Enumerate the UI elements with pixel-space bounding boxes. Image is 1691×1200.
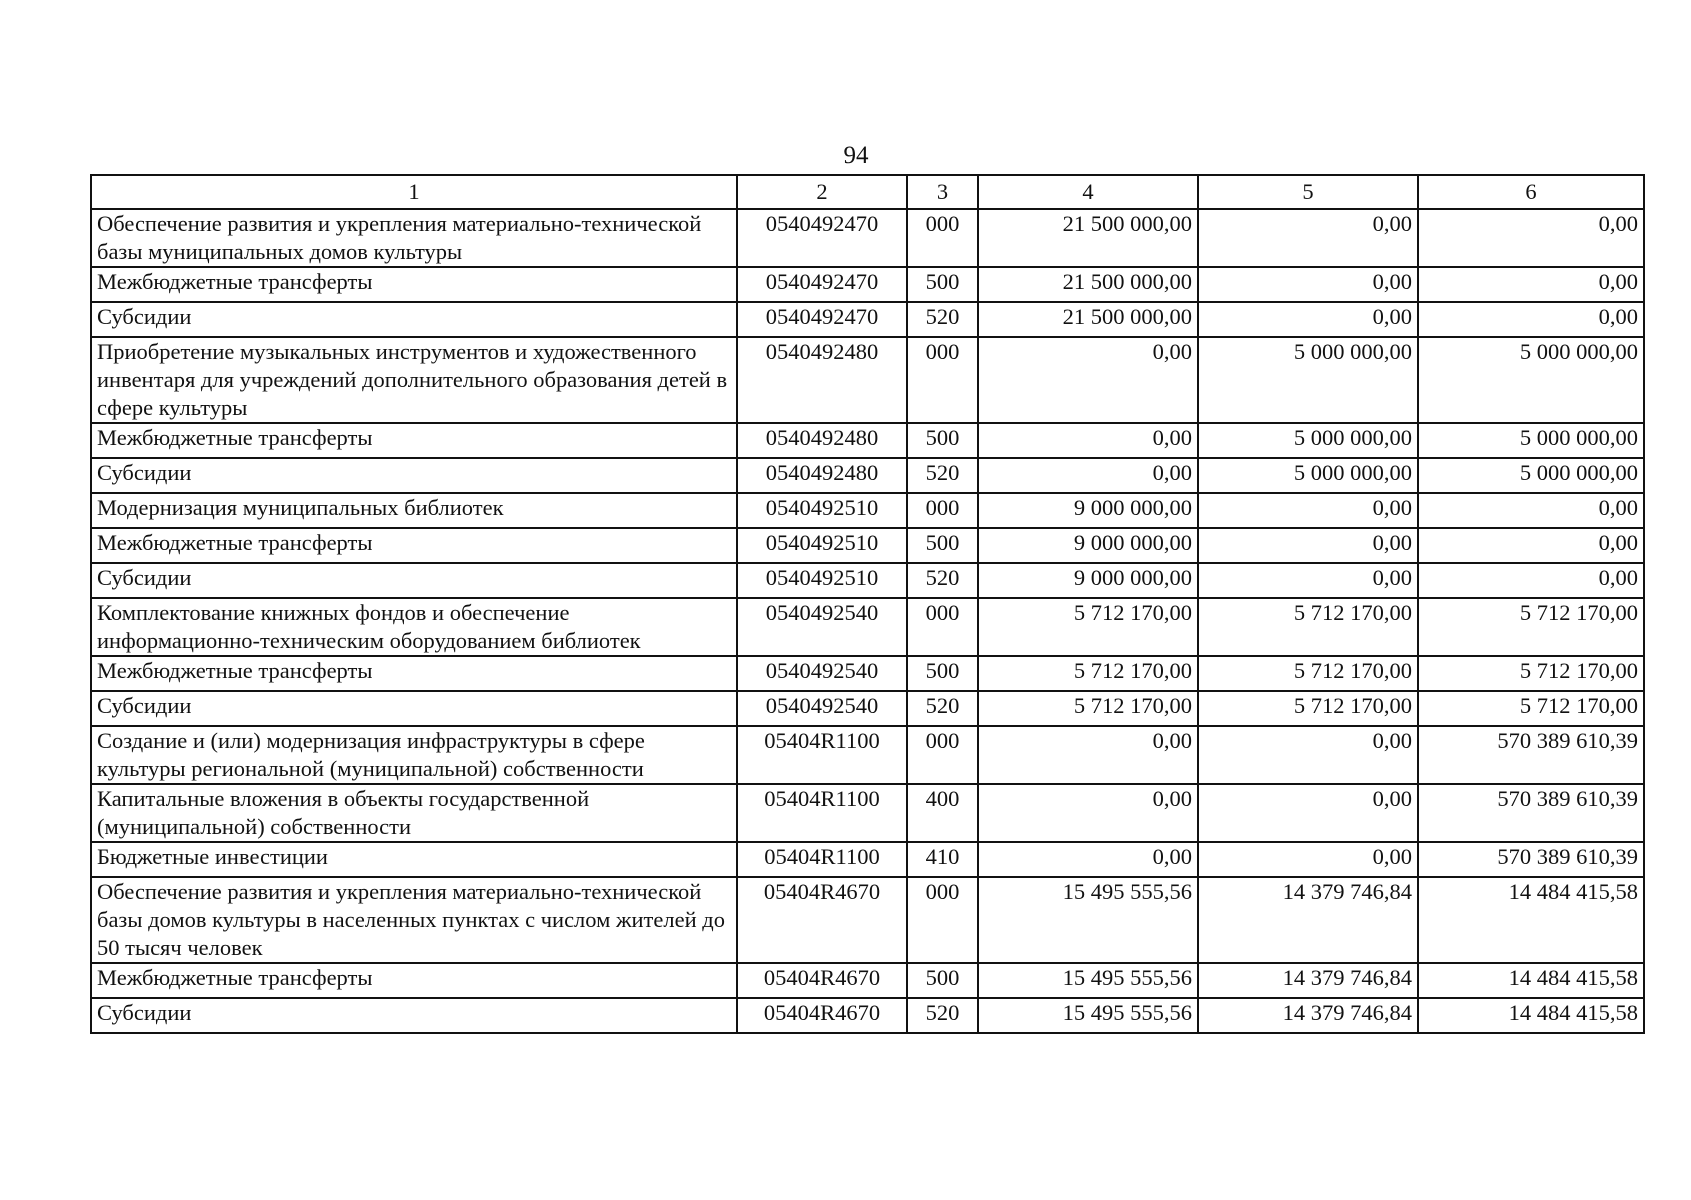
row-type-cell: 000: [907, 877, 978, 963]
table-row: [91, 302, 1644, 337]
row-value-col5: 0,00: [1198, 563, 1418, 598]
row-value-col5: 0,00: [1198, 209, 1418, 267]
row-value-col6: 14 484 415,58: [1418, 998, 1644, 1033]
row-name-cell: Приобретение музыкальных инструментов и художественного инвентаря для учреждений дополнительного образования детей в сфере культуры: [91, 337, 737, 423]
row-code-cell: 0540492540: [737, 691, 907, 726]
row-value-col4: 0,00: [978, 726, 1198, 784]
row-code-cell: 05404R4670: [737, 877, 907, 963]
row-value-col4: 9 000 000,00: [978, 563, 1198, 598]
row-name-cell: Субсидии: [91, 458, 737, 493]
table-row: [91, 209, 1644, 267]
row-value-col5: 0,00: [1198, 528, 1418, 563]
row-type-cell: 410: [907, 842, 978, 877]
row-type-cell: 000: [907, 337, 978, 423]
table-row: [91, 458, 1644, 493]
row-type-cell: 500: [907, 423, 978, 458]
row-type-cell: 000: [907, 598, 978, 656]
row-name-cell: Обеспечение развития и укрепления материально-технической базы муниципальных домов культуры: [91, 209, 737, 267]
row-name-cell: Создание и (или) модернизация инфраструктуры в сфере культуры региональной (муниципальной) собственности: [91, 726, 737, 784]
budget-table: [90, 174, 1645, 1034]
row-value-col4: 15 495 555,56: [978, 877, 1198, 963]
table-row: [91, 998, 1644, 1033]
row-name-cell: Межбюджетные трансферты: [91, 267, 737, 302]
row-name-cell: Субсидии: [91, 998, 737, 1033]
column-header: 1: [91, 175, 737, 209]
row-value-col5: 14 379 746,84: [1198, 998, 1418, 1033]
row-code-cell: 0540492480: [737, 458, 907, 493]
row-value-col4: 21 500 000,00: [978, 209, 1198, 267]
row-value-col6: 5 712 170,00: [1418, 691, 1644, 726]
row-value-col6: 0,00: [1418, 209, 1644, 267]
row-value-col5: 0,00: [1198, 493, 1418, 528]
row-value-col4: 0,00: [978, 458, 1198, 493]
row-value-col5: 5 000 000,00: [1198, 458, 1418, 493]
row-code-cell: 0540492470: [737, 302, 907, 337]
row-name-cell: Субсидии: [91, 691, 737, 726]
row-value-col4: 15 495 555,56: [978, 998, 1198, 1033]
row-name-cell: Межбюджетные трансферты: [91, 963, 737, 998]
row-value-col5: 5 000 000,00: [1198, 337, 1418, 423]
row-value-col5: 14 379 746,84: [1198, 963, 1418, 998]
row-value-col4: 0,00: [978, 784, 1198, 842]
row-value-col4: 0,00: [978, 423, 1198, 458]
row-name-cell: Капитальные вложения в объекты государственной (муниципальной) собственности: [91, 784, 737, 842]
table-row: [91, 563, 1644, 598]
row-value-col4: 0,00: [978, 842, 1198, 877]
row-value-col4: 9 000 000,00: [978, 528, 1198, 563]
row-type-cell: 400: [907, 784, 978, 842]
table-row: [91, 528, 1644, 563]
table-row: [91, 726, 1644, 784]
row-name-cell: Бюджетные инвестиции: [91, 842, 737, 877]
row-code-cell: 0540492540: [737, 656, 907, 691]
row-value-col6: 5 000 000,00: [1418, 337, 1644, 423]
row-value-col5: 0,00: [1198, 784, 1418, 842]
row-type-cell: 520: [907, 691, 978, 726]
row-name-cell: Межбюджетные трансферты: [91, 528, 737, 563]
row-code-cell: 05404R1100: [737, 726, 907, 784]
table-row: [91, 963, 1644, 998]
table-row: [91, 337, 1644, 423]
row-value-col5: 0,00: [1198, 302, 1418, 337]
row-value-col4: 15 495 555,56: [978, 963, 1198, 998]
row-code-cell: 05404R1100: [737, 842, 907, 877]
column-header: 3: [907, 175, 978, 209]
row-value-col4: 21 500 000,00: [978, 302, 1198, 337]
table-body: [91, 209, 1644, 1033]
row-value-col4: 21 500 000,00: [978, 267, 1198, 302]
row-code-cell: 0540492510: [737, 563, 907, 598]
row-name-cell: Субсидии: [91, 563, 737, 598]
row-value-col5: 0,00: [1198, 267, 1418, 302]
table-row: [91, 423, 1644, 458]
row-value-col6: 0,00: [1418, 563, 1644, 598]
row-name-cell: Модернизация муниципальных библиотек: [91, 493, 737, 528]
row-type-cell: 520: [907, 563, 978, 598]
row-name-cell: Обеспечение развития и укрепления материально-технической базы домов культуры в населенных пунктах с числом жителей до 50 тысяч человек: [91, 877, 737, 963]
row-type-cell: 000: [907, 493, 978, 528]
table-row: [91, 877, 1644, 963]
row-value-col6: 5 000 000,00: [1418, 458, 1644, 493]
row-value-col4: 9 000 000,00: [978, 493, 1198, 528]
column-header: 5: [1198, 175, 1418, 209]
page-number: 94: [843, 142, 869, 169]
table-row: [91, 842, 1644, 877]
table-row: [91, 598, 1644, 656]
row-value-col5: 5 712 170,00: [1198, 598, 1418, 656]
row-value-col6: 5 000 000,00: [1418, 423, 1644, 458]
row-name-cell: Межбюджетные трансферты: [91, 423, 737, 458]
row-value-col6: 0,00: [1418, 267, 1644, 302]
header-row: [91, 175, 1644, 209]
row-name-cell: Межбюджетные трансферты: [91, 656, 737, 691]
row-type-cell: 520: [907, 458, 978, 493]
row-code-cell: 0540492540: [737, 598, 907, 656]
row-value-col6: 570 389 610,39: [1418, 726, 1644, 784]
row-value-col4: 5 712 170,00: [978, 656, 1198, 691]
row-code-cell: 0540492480: [737, 423, 907, 458]
row-value-col4: 5 712 170,00: [978, 691, 1198, 726]
row-value-col6: 5 712 170,00: [1418, 598, 1644, 656]
row-value-col5: 0,00: [1198, 726, 1418, 784]
row-value-col6: 570 389 610,39: [1418, 784, 1644, 842]
row-type-cell: 520: [907, 302, 978, 337]
row-value-col4: 5 712 170,00: [978, 598, 1198, 656]
row-code-cell: 0540492470: [737, 267, 907, 302]
row-value-col5: 5 712 170,00: [1198, 691, 1418, 726]
table-row: [91, 656, 1644, 691]
row-type-cell: 520: [907, 998, 978, 1033]
row-value-col6: 0,00: [1418, 528, 1644, 563]
row-code-cell: 0540492480: [737, 337, 907, 423]
column-header: 4: [978, 175, 1198, 209]
table-row: [91, 267, 1644, 302]
row-type-cell: 500: [907, 528, 978, 563]
row-code-cell: 05404R4670: [737, 998, 907, 1033]
row-type-cell: 500: [907, 656, 978, 691]
row-type-cell: 000: [907, 726, 978, 784]
row-type-cell: 000: [907, 209, 978, 267]
table-row: [91, 784, 1644, 842]
row-code-cell: 05404R1100: [737, 784, 907, 842]
row-value-col6: 570 389 610,39: [1418, 842, 1644, 877]
row-value-col4: 0,00: [978, 337, 1198, 423]
column-header: 2: [737, 175, 907, 209]
row-value-col6: 0,00: [1418, 493, 1644, 528]
row-value-col5: 0,00: [1198, 842, 1418, 877]
row-type-cell: 500: [907, 267, 978, 302]
row-name-cell: Комплектование книжных фондов и обеспечение информационно-техническим оборудованием библиотек: [91, 598, 737, 656]
row-value-col6: 5 712 170,00: [1418, 656, 1644, 691]
row-value-col5: 14 379 746,84: [1198, 877, 1418, 963]
table-row: [91, 691, 1644, 726]
row-value-col5: 5 000 000,00: [1198, 423, 1418, 458]
row-code-cell: 0540492470: [737, 209, 907, 267]
row-value-col6: 0,00: [1418, 302, 1644, 337]
row-code-cell: 0540492510: [737, 493, 907, 528]
row-value-col6: 14 484 415,58: [1418, 877, 1644, 963]
row-code-cell: 0540492510: [737, 528, 907, 563]
column-header: 6: [1418, 175, 1644, 209]
row-name-cell: Субсидии: [91, 302, 737, 337]
row-type-cell: 500: [907, 963, 978, 998]
row-value-col5: 5 712 170,00: [1198, 656, 1418, 691]
table-row: [91, 493, 1644, 528]
row-code-cell: 05404R4670: [737, 963, 907, 998]
row-value-col6: 14 484 415,58: [1418, 963, 1644, 998]
